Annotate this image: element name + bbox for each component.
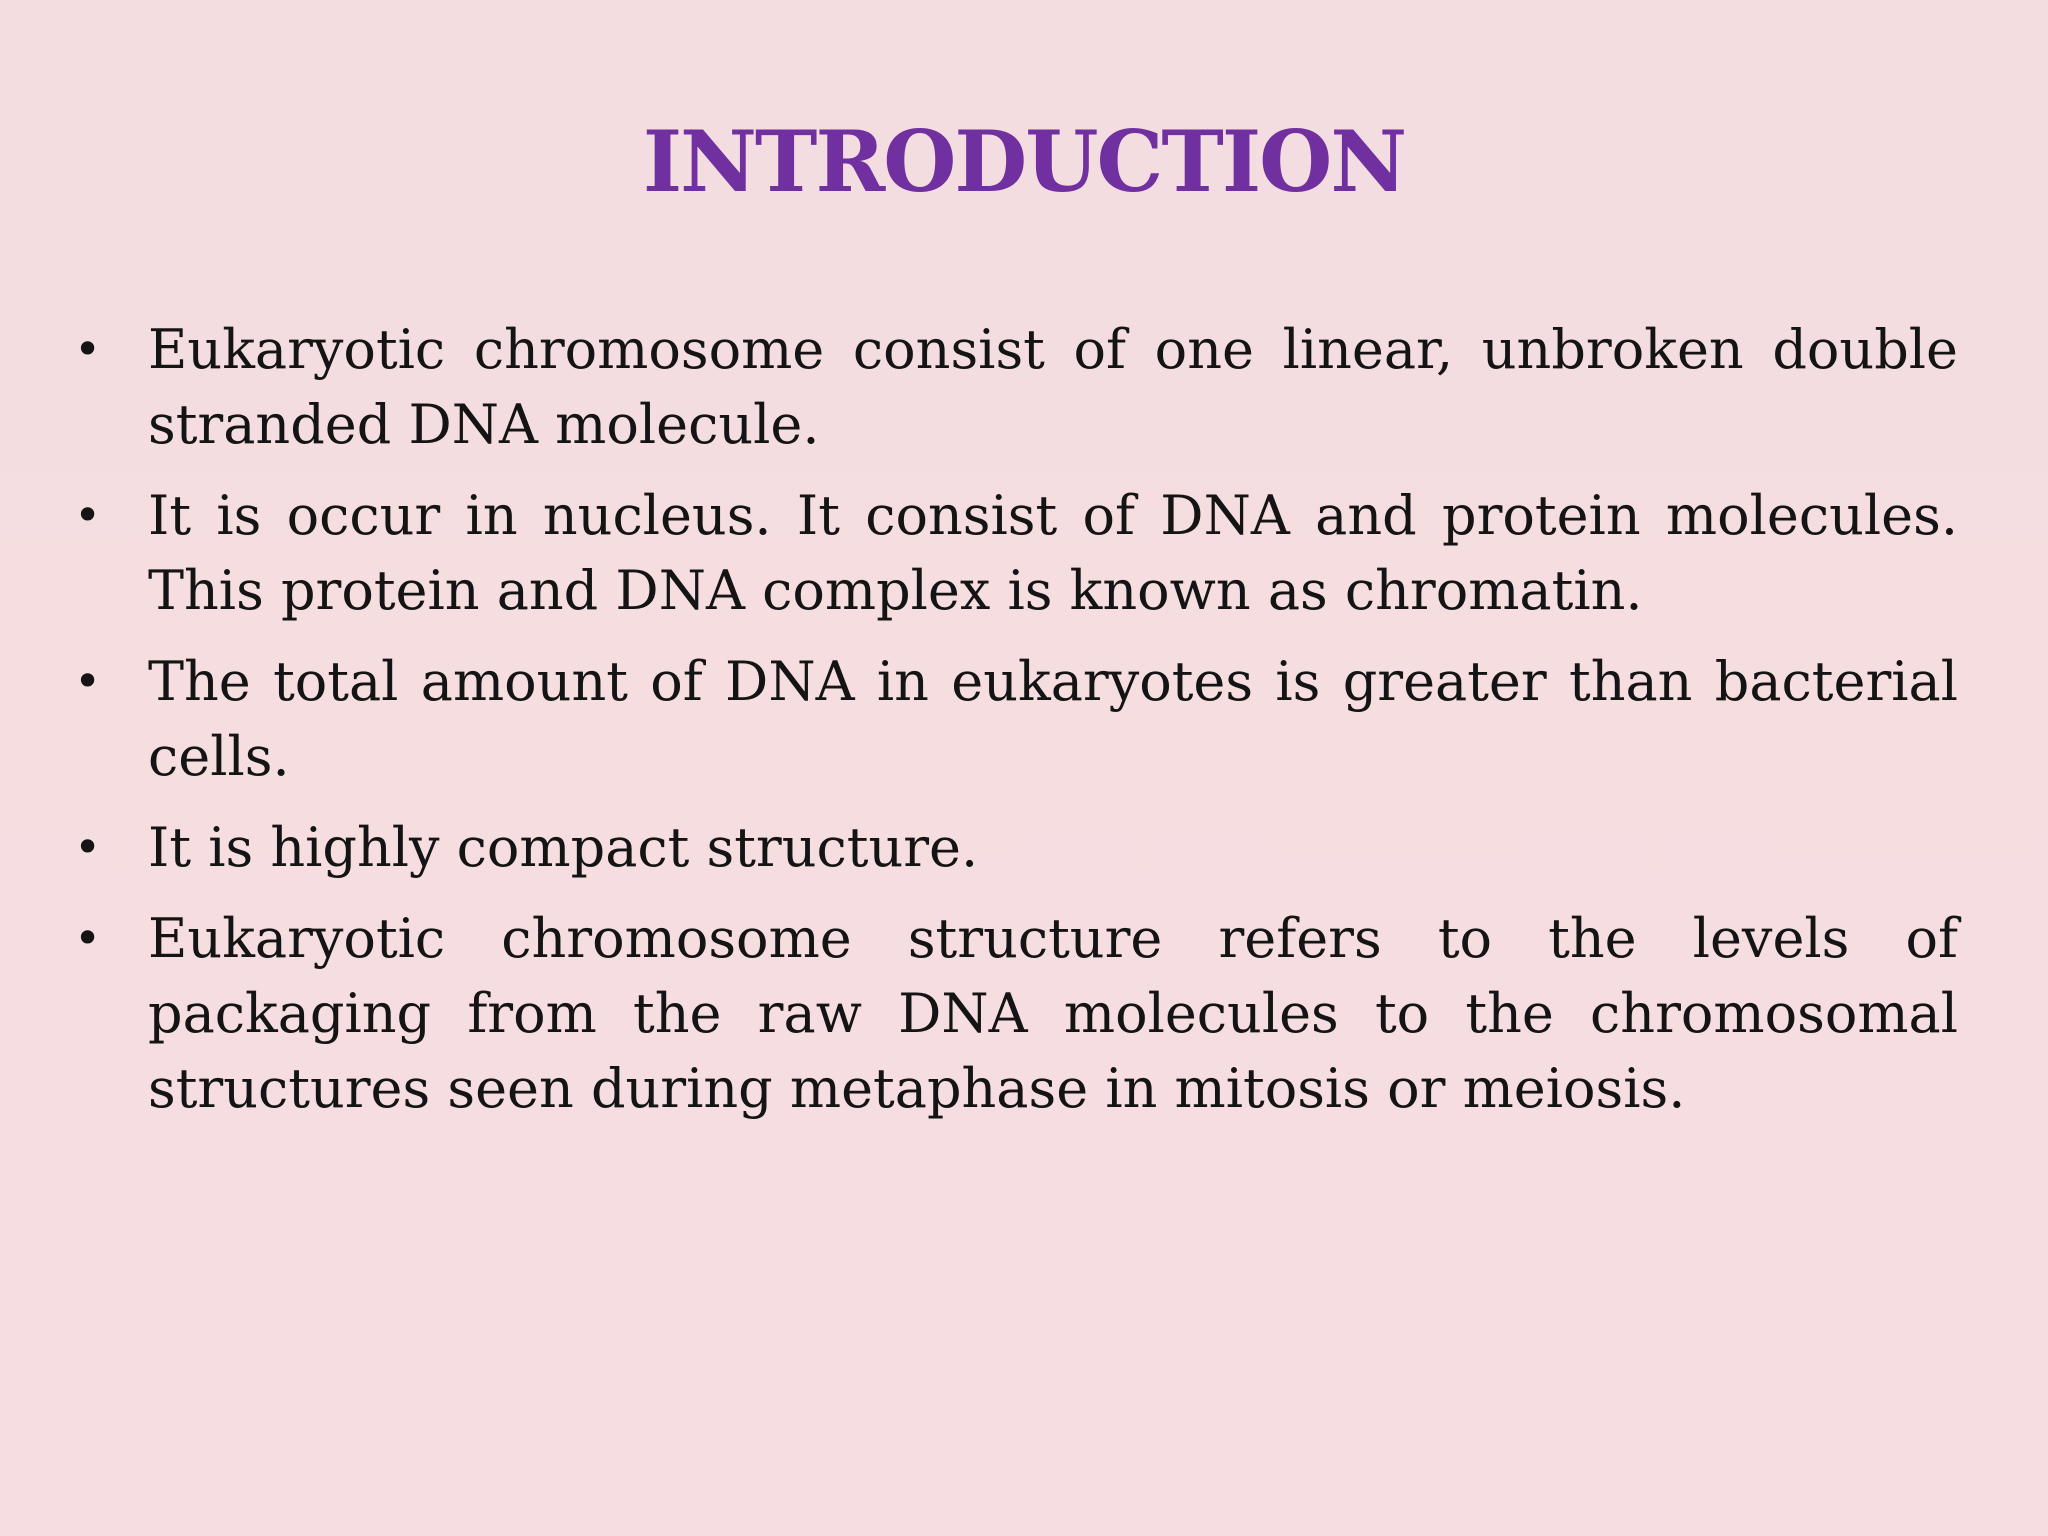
bullet-marker: • — [74, 911, 102, 965]
bullet-text: It is highly compact structure. — [148, 816, 979, 879]
bullet-text: It is occur in nucleus. It consist of DNA and protein molecules. This protein and DNA complex is known as chromatin. — [148, 484, 1958, 622]
bullet-item — [70, 644, 1958, 794]
bullet-item — [70, 312, 1958, 462]
bullet-text: Eukaryotic chromosome structure refers to the levels of packaging from the raw DNA molecules to the chromosomal structures seen during metaphase in mitosis or meiosis. — [148, 907, 1958, 1120]
bullet-marker: • — [74, 654, 102, 708]
bullet-marker: • — [74, 488, 102, 542]
bullet-item — [70, 478, 1958, 628]
bullet-marker: • — [74, 322, 102, 376]
bullet-list — [70, 312, 1958, 1142]
bullet-text: The total amount of DNA in eukaryotes is greater than bacterial cells. — [148, 650, 1958, 788]
bullet-marker: • — [74, 820, 102, 874]
slide-title: INTRODUCTION — [642, 112, 1406, 211]
bullet-item — [70, 810, 1958, 885]
bullet-text: Eukaryotic chromosome consist of one linear, unbroken double stranded DNA molecule. — [148, 318, 1958, 456]
bullet-item — [70, 901, 1958, 1126]
